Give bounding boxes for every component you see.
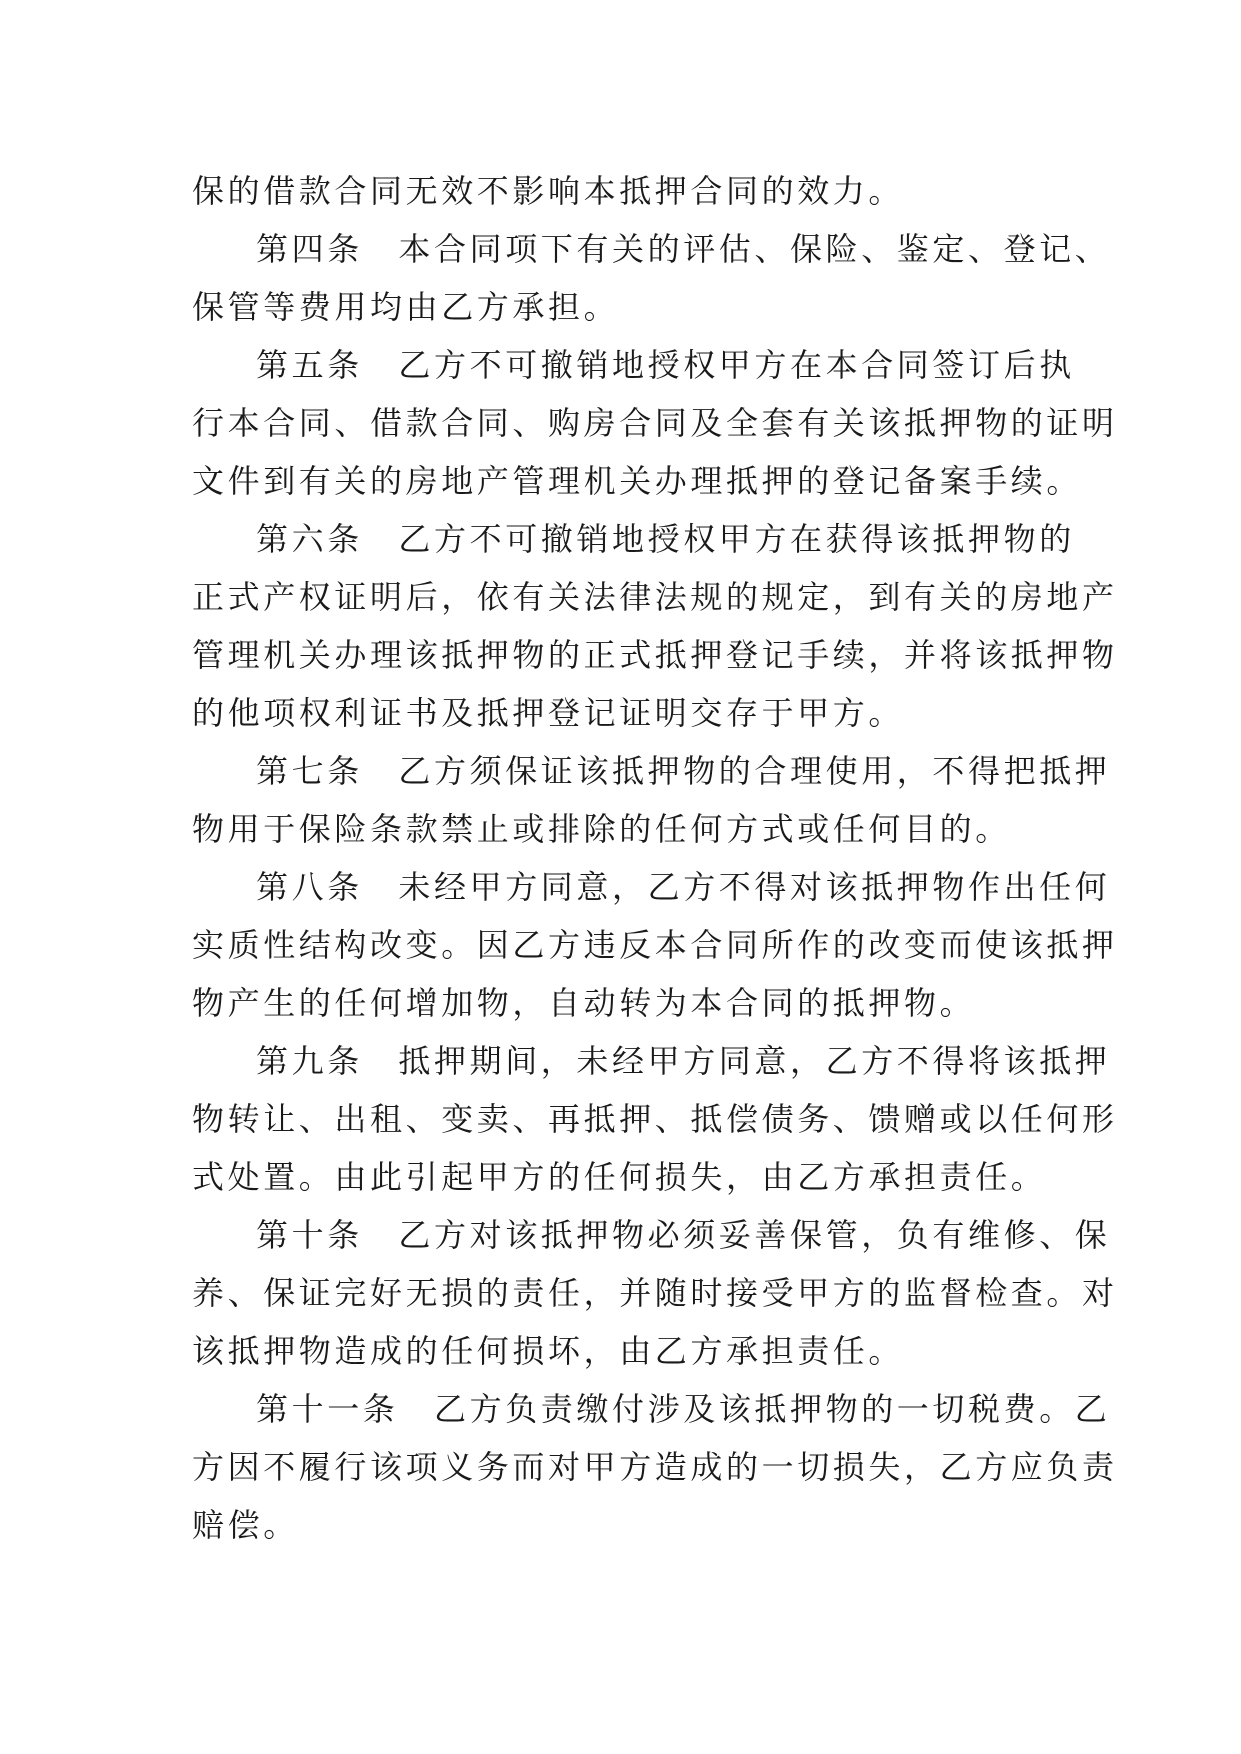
text-line: 该抵押物造成的任何损坏，由乙方承担责任。 (192, 1332, 905, 1370)
text-line: 保的借款合同无效不影响本抵押合同的效力。 (192, 172, 905, 210)
clause-first-line: 第十条 乙方对该抵押物必须妥善保管，负有维修、保 (256, 1216, 1111, 1254)
clause-first-line: 第七条 乙方须保证该抵押物的合理使用，不得把抵押 (256, 752, 1111, 790)
text-line: 赔偿。 (192, 1506, 299, 1544)
clause-first-line: 第五条 乙方不可撤销地授权甲方在本合同签订后执 (256, 346, 1075, 384)
text-line: 养、保证完好无损的责任，并随时接受甲方的监督检查。对 (192, 1274, 1118, 1312)
clause-first-line: 第十一条 乙方负责缴付涉及该抵押物的一切税费。乙 (256, 1390, 1111, 1428)
text-line: 管理机关办理该抵押物的正式抵押登记手续，并将该抵押物 (192, 636, 1118, 674)
text-line: 保管等费用均由乙方承担。 (192, 288, 620, 326)
clause-first-line: 第四条 本合同项下有关的评估、保险、鉴定、登记、 (256, 230, 1111, 268)
text-line: 方因不履行该项义务而对甲方造成的一切损失，乙方应负责 (192, 1448, 1118, 1486)
text-line: 的他项权利证书及抵押登记证明交存于甲方。 (192, 694, 905, 732)
text-line: 实质性结构改变。因乙方违反本合同所作的改变而使该抵押 (192, 926, 1118, 964)
text-line: 式处置。由此引起甲方的任何损失，由乙方承担责任。 (192, 1158, 1047, 1196)
text-line: 文件到有关的房地产管理机关办理抵押的登记备案手续。 (192, 462, 1083, 500)
text-line: 物转让、出租、变卖、再抵押、抵偿债务、馈赠或以任何形 (192, 1100, 1118, 1138)
text-line: 物产生的任何增加物，自动转为本合同的抵押物。 (192, 984, 976, 1022)
clause-first-line: 第六条 乙方不可撤销地授权甲方在获得该抵押物的 (256, 520, 1075, 558)
clause-first-line: 第八条 未经甲方同意，乙方不得对该抵押物作出任何 (256, 868, 1111, 906)
text-line: 正式产权证明后，依有关法律法规的规定，到有关的房地产 (192, 578, 1118, 616)
clause-first-line: 第九条 抵押期间，未经甲方同意，乙方不得将该抵押 (256, 1042, 1111, 1080)
text-line: 物用于保险条款禁止或排除的任何方式或任何目的。 (192, 810, 1011, 848)
contract-text (192, 162, 1118, 1554)
text-line: 行本合同、借款合同、购房合同及全套有关该抵押物的证明 (192, 404, 1118, 442)
